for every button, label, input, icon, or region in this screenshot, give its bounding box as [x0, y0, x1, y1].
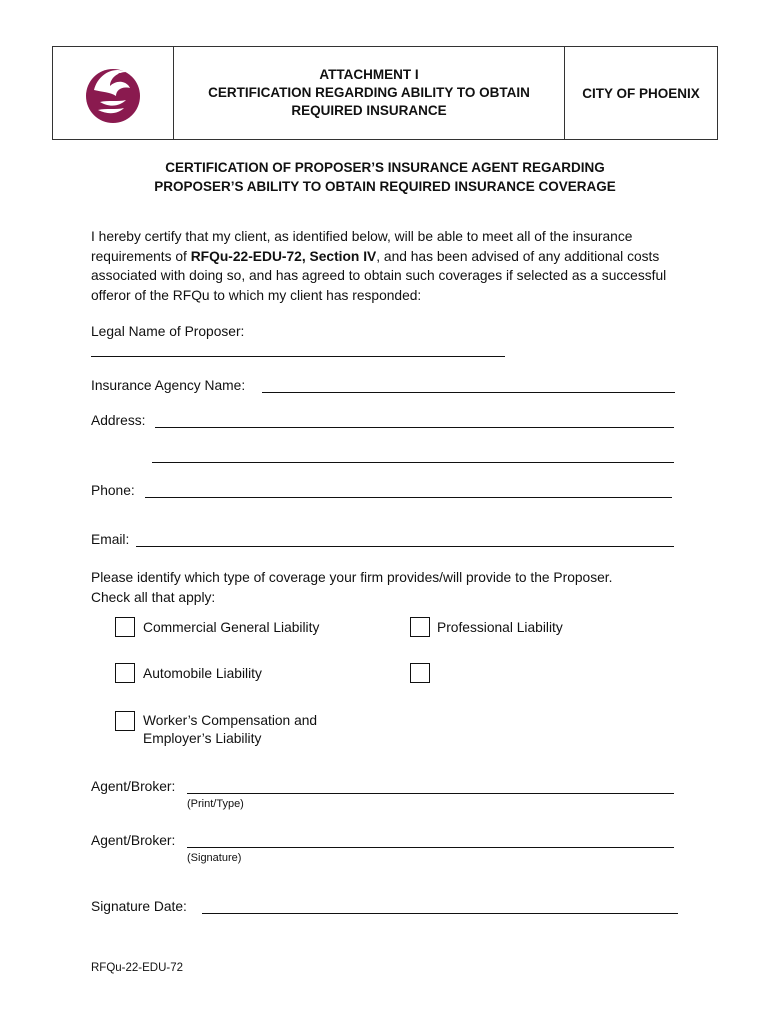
- agent-print-label: Agent/Broker:: [91, 779, 176, 794]
- commercial-general-liability-checkbox[interactable]: [115, 617, 135, 637]
- agency-name-field[interactable]: [262, 392, 675, 393]
- rfq-reference: RFQu-22-EDU-72, Section IV: [190, 248, 377, 264]
- workers-compensation-label-line-2: Employer’s Liability: [143, 731, 262, 746]
- attachment-title: [174, 47, 565, 139]
- intro-text-before: I hereby certify that my client, as identified below, will be able to meet all of the insurance requirements of: [91, 229, 633, 264]
- agent-signature-field[interactable]: [187, 847, 674, 848]
- print-type-caption: (Print/Type): [187, 798, 244, 810]
- professional-liability-label: Professional Liability: [437, 620, 563, 635]
- signature-date-label: Signature Date:: [91, 899, 187, 914]
- address-label: Address:: [91, 413, 146, 428]
- agent-print-field[interactable]: [187, 793, 674, 794]
- header-table: [52, 46, 718, 140]
- certification-paragraph: [91, 227, 691, 305]
- title-line-1: ATTACHMENT I: [319, 67, 419, 82]
- coverage-instruction-line-2: Check all that apply:: [91, 590, 216, 605]
- automobile-liability-checkbox[interactable]: [115, 663, 135, 683]
- logo-cell: [53, 47, 174, 139]
- agent-signature-label: Agent/Broker:: [91, 833, 176, 848]
- phone-field[interactable]: [145, 497, 672, 498]
- legal-name-field[interactable]: [91, 356, 505, 357]
- automobile-liability-label: Automobile Liability: [143, 666, 262, 681]
- agency-name-label: Insurance Agency Name:: [91, 378, 246, 393]
- page-heading: [52, 158, 718, 196]
- intro-text-after: , and has been advised of any additional costs associated with doing so, and has agreed to obtain such coverages if selected as a successful offeror of the RFQu to which my client has responded:: [91, 248, 667, 303]
- commercial-general-liability-label: Commercial General Liability: [143, 620, 320, 635]
- phone-label: Phone:: [91, 483, 135, 498]
- address-field-line-2[interactable]: [152, 462, 674, 463]
- heading-line-2: PROPOSER’S ABILITY TO OBTAIN REQUIRED INSURANCE COVERAGE: [154, 179, 616, 194]
- coverage-instruction-line-1: Please identify which type of coverage your firm provides/will provide to the Proposer.: [91, 570, 613, 585]
- document-id: RFQu-22-EDU-72: [91, 962, 184, 974]
- email-label: Email:: [91, 532, 130, 547]
- phoenix-bird-logo-icon: [80, 60, 146, 126]
- heading-line-1: CERTIFICATION OF PROPOSER’S INSURANCE AGENT REGARDING: [165, 160, 605, 175]
- workers-compensation-label-line-1: Worker’s Compensation and: [143, 713, 318, 728]
- workers-compensation-checkbox[interactable]: [115, 711, 135, 731]
- email-field[interactable]: [136, 546, 674, 547]
- legal-name-label: Legal Name of Proposer:: [91, 324, 245, 339]
- signature-date-field[interactable]: [202, 913, 678, 914]
- organization-name: CITY OF PHOENIX: [582, 85, 700, 101]
- address-field-line-1[interactable]: [155, 427, 674, 428]
- title-line-3: REQUIRED INSURANCE: [291, 103, 447, 118]
- other-coverage-checkbox[interactable]: [410, 663, 430, 683]
- signature-caption: (Signature): [187, 852, 242, 864]
- title-line-2: CERTIFICATION REGARDING ABILITY TO OBTAIN: [208, 85, 530, 100]
- professional-liability-checkbox[interactable]: [410, 617, 430, 637]
